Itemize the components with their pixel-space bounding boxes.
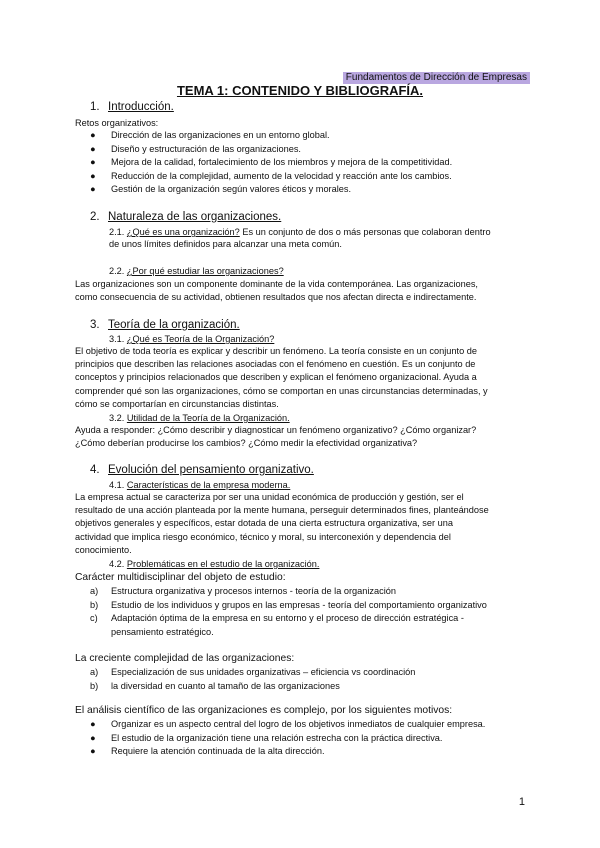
section-1-number: 1.	[90, 101, 100, 113]
section-3-heading	[90, 319, 240, 331]
section-1-title: Introducción.	[108, 101, 174, 113]
section-4-title: Evolución del pensamiento organizativo.	[108, 464, 314, 476]
page-number: 1	[518, 796, 525, 808]
list-item: ● Requiere la atención continuada de la alta dirección.	[75, 745, 530, 759]
list-item: b) la diversidad en cuanto al tamaño de las organizaciones	[90, 680, 340, 691]
list-1	[75, 585, 530, 639]
list-item: ● Dirección de las organizaciones en un entorno global.	[75, 129, 530, 143]
list-item: a) Especialización de sus unidades organizativas – eficiencia vs coordinación	[90, 667, 416, 677]
subsection-4-1-text: La empresa actual se caracteriza por ser una unidad económica de producción y gestión, ser el resultado de una acción planteada por la mente humana, perseguir determinados fines, planteándose objetivos generales y específicos, estar dotada de una cierta estructura organizativa, ser una actividad que implica riesgo económico, técnico y moral, su interconexión y dependencia del conocimiento.	[75, 492, 489, 555]
bullet-icon: ●	[90, 719, 96, 729]
list-item: ● Diseño y estructuración de las organizaciones.	[75, 143, 530, 157]
bullet-icon: ●	[90, 746, 96, 757]
subsection-3-1-text: El objetivo de toda teoría es explicar y describir un fenómeno. La teoría consiste en un conjunto de principios que describen las relaciones asociadas con el fenómeno en cuestión. Es un conjunto de conceptos y principios relacionados que describen y explican el fenómeno organizacional. Ayuda a comprender qué son las organizaciones, cómo se comportan en unas circunstancias determinadas, y cómo se comportarían en circunstancias distintas.	[75, 346, 488, 409]
section-2-number: 2.	[90, 211, 100, 223]
list-item: a) Estructura organizativa y procesos internos - teoría de la organización	[90, 586, 396, 596]
subsection-3-2-heading: 3.2. Utilidad de la Teoría de la Organización.	[109, 413, 290, 423]
bullet-icon: ●	[90, 143, 96, 154]
bullet-icon: ●	[90, 184, 96, 195]
list-item: c) Adaptación óptima de la empresa en su entorno y el proceso de dirección estratégica - pensamiento estratégico.	[90, 613, 464, 637]
course-header: Fundamentos de Dirección de Empresas	[343, 72, 530, 84]
list-item: ● Gestión de la organización según valores éticos y morales.	[75, 183, 530, 197]
subsection-2-2-heading: 2.2. ¿Por qué estudiar las organizaciones?	[109, 266, 284, 276]
section-3-title: Teoría de la organización.	[108, 319, 240, 331]
section-2-title: Naturaleza de las organizaciones.	[108, 211, 282, 223]
subsection-3-1-heading: 3.1. ¿Qué es Teoría de la Organización?	[109, 334, 275, 344]
section-4-heading	[90, 464, 314, 476]
list-item: ● Mejora de la calidad, fortalecimiento de los miembros y mejora de la competitividad.	[75, 156, 530, 170]
bullet-icon: ●	[90, 157, 96, 168]
list-item: b) Estudio de los individuos y grupos en las empresas - teoría del comportamiento organizativo	[90, 599, 487, 610]
list-3-intro: El análisis científico de las organizaciones es complejo, por los siguientes motivos:	[75, 705, 453, 716]
list-item: ● Reducción de la complejidad, aumento de la velocidad y reacción ante los cambios.	[75, 170, 530, 184]
list-item: ● El estudio de la organización tiene una relación estrecha con la práctica directiva.	[75, 732, 530, 746]
bullet-icon: ●	[90, 130, 96, 140]
list-3	[75, 718, 530, 759]
subsection-4-2-heading: 4.2. Problemáticas en el estudio de la organización.	[109, 559, 320, 569]
section-1-heading	[90, 101, 174, 113]
subsection-3-2-text: Ayuda a responder: ¿Cómo describir y diagnosticar un fenómeno organizativo? ¿Cómo organizar? ¿Cómo deberían producirse los cambios? ¿Cómo medir la efectividad organizativa?	[75, 425, 477, 449]
bullet-icon: ●	[90, 170, 96, 181]
section-2-heading	[90, 211, 281, 223]
subsection-4-1-heading: 4.1. Características de la empresa moderna.	[109, 480, 291, 490]
list-2-intro: La creciente complejidad de las organizaciones:	[75, 653, 295, 664]
section-3-number: 3.	[90, 319, 100, 331]
page-title: TEMA 1: CONTENIDO Y BIBLIOGRAFÍA.	[176, 83, 424, 98]
bullet-icon: ●	[90, 732, 96, 743]
subsection-2-1: 2.1. ¿Qué es una organización? Es un conjunto de dos o más personas que colaboran dentro de unos límites definidos para alcanzar una meta común.	[109, 227, 491, 249]
section-1-list	[75, 129, 530, 197]
section-1-intro: Retos organizativos:	[75, 118, 159, 128]
subsection-2-2-text: Las organizaciones son un componente dominante de la vida contemporánea. Las organizaciones, como consecuencia de su actividad, obtienen resultados que nos afectan directa e indirectamente.	[75, 279, 478, 303]
list-item: ● Organizar es un aspecto central del logro de los objetivos inmediatos de cualquier empresa.	[75, 718, 530, 732]
section-4-number: 4.	[90, 464, 100, 476]
list-2	[75, 666, 530, 693]
list-1-intro: Carácter multidisciplinar del objeto de estudio:	[75, 572, 286, 583]
